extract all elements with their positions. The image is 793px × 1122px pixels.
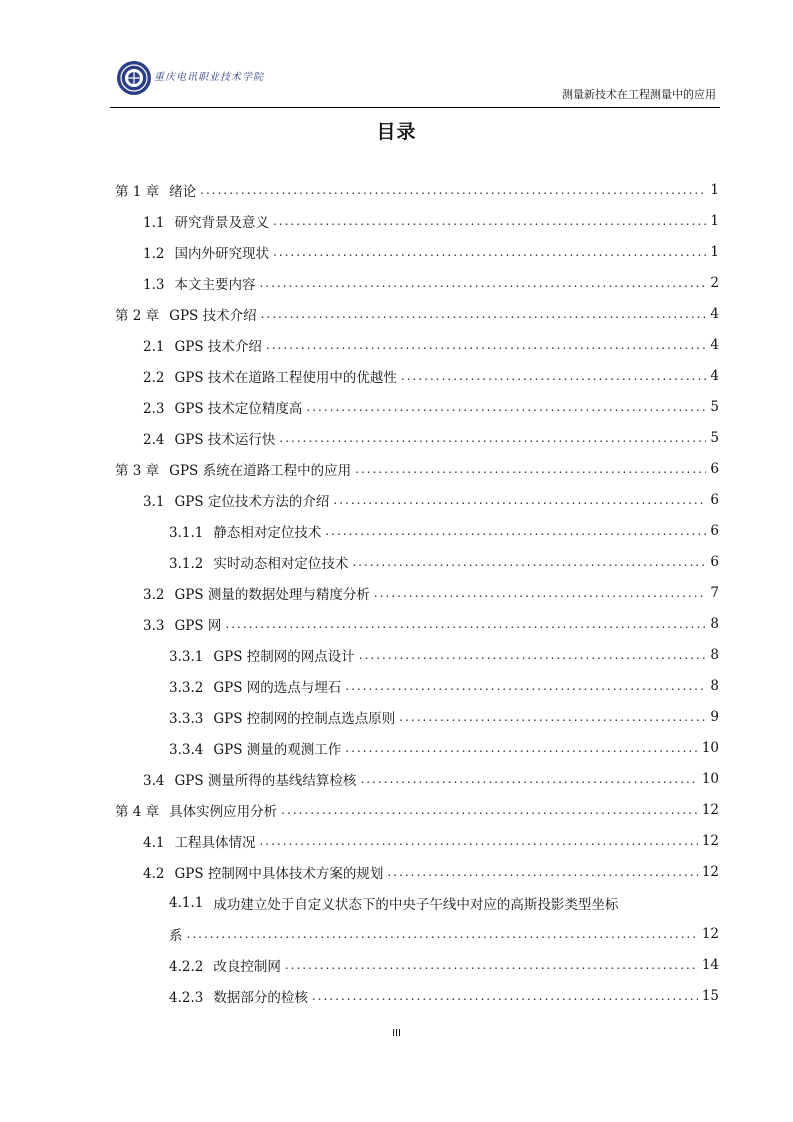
toc-entry-number: 2.2 [143, 369, 165, 386]
toc-entry[interactable] [115, 484, 719, 515]
toc-entry-text: 绪论 [169, 183, 197, 200]
header-divider [110, 107, 720, 108]
toc-entry-text: 改良控制网 [213, 958, 281, 975]
toc-entry-label [115, 180, 196, 200]
toc-entry-number: 4.2.2 [169, 958, 204, 975]
toc-entry[interactable] [115, 453, 719, 484]
toc-entry[interactable] [115, 763, 719, 794]
toc-entry-label [169, 676, 341, 696]
toc-entry-label [143, 366, 397, 386]
toc-entry-text: GPS 技术定位精度高 [174, 400, 303, 417]
toc-entry-text: GPS 技术介绍 [169, 307, 257, 324]
toc-entry-page: 7 [710, 584, 719, 601]
toc-dot-leader [355, 462, 706, 476]
toc-entry-label [115, 800, 277, 820]
toc-entry[interactable] [115, 329, 719, 360]
school-logo-icon [116, 60, 152, 96]
toc-entry-label [115, 304, 257, 324]
toc-entry-number: 2.4 [143, 431, 165, 448]
toc-entry-text: 工程具体情况 [174, 834, 256, 851]
toc-entry-number: 4.1 [143, 834, 165, 851]
toc-dot-leader [273, 245, 706, 259]
toc-entry-number: 3.3.1 [169, 648, 204, 665]
toc-dot-leader [345, 741, 698, 755]
toc-entry-label [169, 986, 308, 1006]
toc-dot-leader [279, 431, 706, 445]
toc-entry-page: 10 [701, 770, 719, 787]
toc-entry[interactable] [115, 887, 719, 918]
toc-entry-label [143, 490, 329, 510]
toc-entry-label [143, 397, 302, 417]
toc-entry-number: 3.4 [143, 772, 165, 789]
toc-entry-label [143, 335, 262, 355]
toc-dot-leader [273, 214, 706, 228]
toc-entry-number: 3.1 [143, 493, 165, 510]
toc-entry-page: 15 [701, 987, 719, 1004]
toc-dot-leader [401, 369, 707, 383]
toc-entry-continuation[interactable] [115, 918, 719, 949]
toc-entry[interactable] [115, 360, 719, 391]
toc-entry-number: 第 4 章 [115, 803, 160, 820]
toc-entry-page: 10 [701, 739, 719, 756]
toc-entry-text: 静态相对定位技术 [213, 524, 322, 541]
toc-entry-text: GPS 定位技术方法的介绍 [174, 493, 330, 510]
toc-entry-number: 3.3.3 [169, 710, 204, 727]
toc-entry-page: 12 [701, 863, 719, 880]
toc-dot-leader [259, 834, 697, 848]
toc-entry-text: GPS 网 [174, 617, 222, 634]
toc-dot-leader [399, 710, 706, 724]
toc-entry-label [169, 521, 321, 541]
toc-entry-text: 数据部分的检核 [213, 989, 308, 1006]
toc-entry[interactable] [115, 825, 719, 856]
toc-dot-leader [360, 772, 697, 786]
toc-entry[interactable] [115, 670, 719, 701]
toc-entry[interactable] [115, 391, 719, 422]
toc-entry-page: 12 [701, 832, 719, 849]
toc-entry-page: 14 [701, 956, 719, 973]
toc-entry-page: 12 [701, 925, 719, 942]
toc-entry-number: 1.3 [143, 276, 165, 293]
toc-entry-number: 4.2 [143, 865, 165, 882]
toc-entry[interactable] [115, 794, 719, 825]
toc-entry[interactable] [115, 174, 719, 205]
toc-entry[interactable] [115, 298, 719, 329]
toc-entry-number: 2.1 [143, 338, 165, 355]
toc-dot-leader [281, 803, 698, 817]
toc-entry-text: GPS 控制网的控制点选点原则 [213, 710, 396, 727]
toc-entry-label [143, 583, 370, 603]
page-header [110, 56, 720, 108]
toc-entry-label [143, 614, 221, 634]
toc-entry-label [143, 862, 383, 882]
toc-entry[interactable] [115, 515, 719, 546]
toc-entry[interactable] [115, 701, 719, 732]
toc-entry-label [143, 211, 269, 231]
toc-dot-leader [225, 617, 706, 631]
toc-entry-page: 8 [710, 615, 719, 632]
toc-entry-number: 第 2 章 [115, 307, 160, 324]
toc-entry[interactable] [115, 205, 719, 236]
toc-dot-leader [312, 989, 698, 1003]
toc-entry[interactable] [115, 422, 719, 453]
toc-entry[interactable] [115, 856, 719, 887]
toc-entry-page: 6 [710, 553, 719, 570]
toc-entry-label [169, 645, 355, 665]
toc-entry-page: 4 [710, 367, 719, 384]
toc-entry-text: GPS 控制网的网点设计 [213, 648, 355, 665]
toc-entry-text: 成功建立处于自定义状态下的中央子午线中对应的高斯投影类型坐标 [213, 896, 619, 913]
toc-entry-page: 5 [710, 429, 719, 446]
toc-entry[interactable] [115, 949, 719, 980]
toc-entry-page: 4 [710, 305, 719, 322]
toc-entry-text: GPS 控制网中具体技术方案的规划 [174, 865, 384, 882]
toc-entry-number: 3.3 [143, 617, 165, 634]
toc-entry[interactable] [115, 980, 719, 1011]
toc-entry-number: 3.2 [143, 586, 165, 603]
toc-entry[interactable] [115, 267, 719, 298]
toc-entry-text: GPS 测量所得的基线结算检核 [174, 772, 357, 789]
toc-entry-text: GPS 技术在道路工程使用中的优越性 [174, 369, 397, 386]
toc-entry-label [115, 459, 351, 479]
toc-entry-number: 3.3.2 [169, 679, 204, 696]
toc-entry-page: 1 [710, 181, 719, 198]
toc-entry[interactable] [115, 608, 719, 639]
toc-entry-page: 1 [710, 243, 719, 260]
toc-entry-label [169, 707, 395, 727]
table-of-contents [115, 174, 719, 1011]
toc-entry[interactable] [115, 577, 719, 608]
toc-entry-text: 国内外研究现状 [174, 245, 269, 262]
toc-entry-number: 4.2.3 [169, 989, 204, 1006]
toc-entry[interactable] [115, 732, 719, 763]
toc-entry-page: 5 [710, 398, 719, 415]
toc-entry-number: 3.1.2 [169, 555, 204, 572]
header-title: 测量新技术在工程测量中的应用 [562, 88, 716, 101]
toc-entry-text: 系 [169, 927, 183, 944]
toc-entry[interactable] [115, 639, 719, 670]
toc-dot-leader [285, 958, 698, 972]
toc-dot-leader [306, 400, 706, 414]
toc-dot-leader [387, 865, 697, 879]
toc-entry-text: GPS 测量的观测工作 [213, 741, 342, 758]
toc-entry-text: 研究背景及意义 [174, 214, 269, 231]
toc-dot-leader [200, 183, 706, 197]
toc-dot-leader [345, 679, 706, 693]
toc-entry-page: 4 [710, 336, 719, 353]
toc-entry-number: 3.1.1 [169, 524, 204, 541]
toc-entry-page: 8 [710, 677, 719, 694]
toc-entry-label [143, 273, 255, 293]
page-number: III [392, 1028, 401, 1039]
toc-entry-text: GPS 系统在道路工程中的应用 [169, 462, 352, 479]
toc-entry-label [143, 769, 356, 789]
toc-entry-page: 9 [710, 708, 719, 725]
toc-dot-leader [333, 493, 706, 507]
school-name: 重庆电讯职业技术学院 [154, 72, 264, 83]
toc-entry-number: 2.3 [143, 400, 165, 417]
toc-dot-leader [261, 307, 707, 321]
toc-entry-text: 具体实例应用分析 [169, 803, 278, 820]
toc-entry[interactable] [115, 236, 719, 267]
toc-entry-page: 2 [710, 274, 719, 291]
toc-dot-leader [259, 276, 706, 290]
toc-dot-leader [187, 927, 698, 941]
toc-entry-page: 1 [710, 212, 719, 229]
toc-entry-text: GPS 网的选点与埋石 [213, 679, 342, 696]
toc-entry-number: 第 3 章 [115, 462, 160, 479]
toc-entry-label [169, 955, 281, 975]
toc-entry-text: 实时动态相对定位技术 [213, 555, 349, 572]
toc-entry-page: 6 [710, 491, 719, 508]
toc-entry-label [169, 738, 341, 758]
toc-entry-number: 第 1 章 [115, 183, 160, 200]
toc-dot-leader [352, 555, 706, 569]
toc-entry-page: 12 [701, 801, 719, 818]
toc-entry-page: 8 [710, 646, 719, 663]
toc-entry-text: GPS 技术运行快 [174, 431, 276, 448]
toc-dot-leader [325, 524, 706, 538]
toc-entry-text: GPS 技术介绍 [174, 338, 262, 355]
toc-entry-label [143, 831, 255, 851]
toc-dot-leader [266, 338, 707, 352]
toc-entry[interactable] [115, 546, 719, 577]
toc-dot-leader [374, 586, 707, 600]
toc-entry-label [143, 242, 269, 262]
toc-entry-number: 1.1 [143, 214, 165, 231]
toc-entry-label [169, 552, 348, 572]
toc-title: 目录 [376, 121, 417, 143]
toc-entry-number: 3.3.4 [169, 741, 204, 758]
toc-entry-number: 1.2 [143, 245, 165, 262]
toc-dot-leader [359, 648, 707, 662]
toc-entry-text: 本文主要内容 [174, 276, 256, 293]
toc-entry-page: 6 [710, 460, 719, 477]
toc-entry-page: 6 [710, 522, 719, 539]
toc-entry-text: GPS 测量的数据处理与精度分析 [174, 586, 370, 603]
toc-entry-label [143, 428, 275, 448]
toc-entry-number: 4.1.1 [169, 894, 204, 911]
